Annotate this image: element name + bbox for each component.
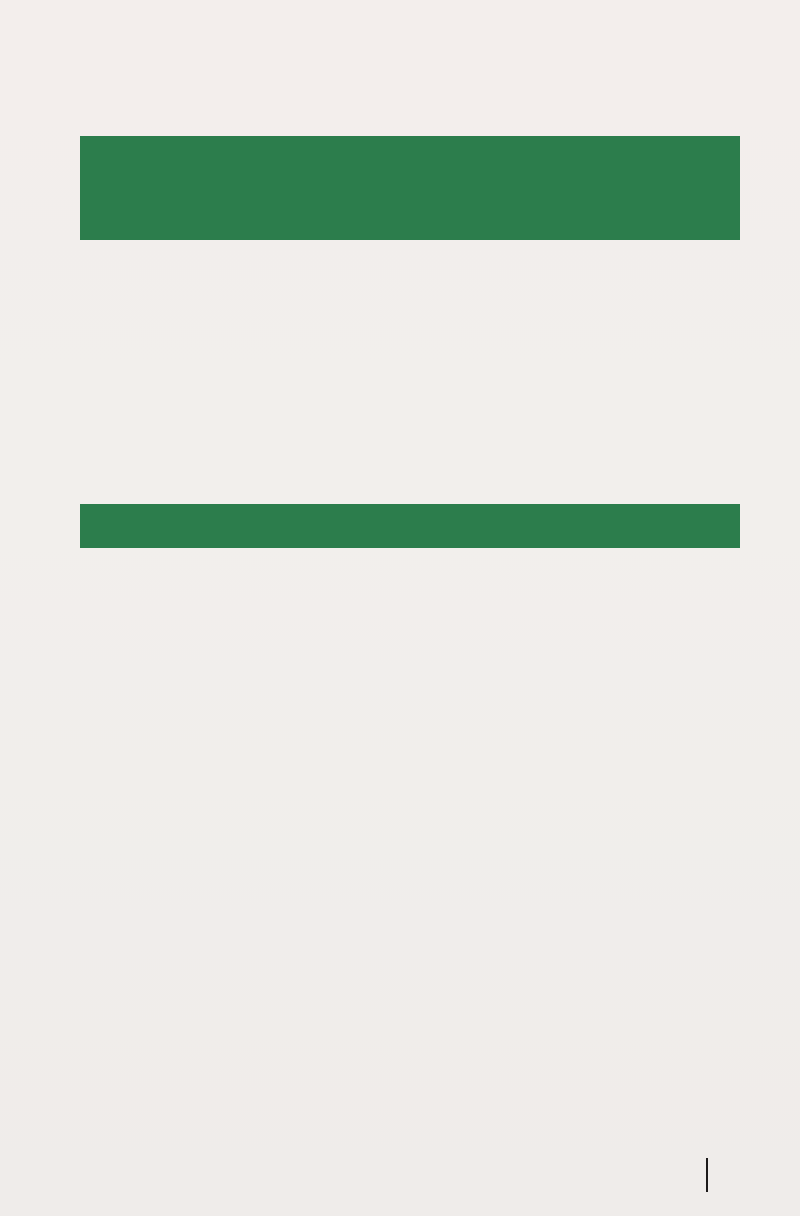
footer-divider xyxy=(706,1158,708,1192)
chapter-block-1 xyxy=(80,136,740,240)
chapter-block-2 xyxy=(80,504,740,548)
